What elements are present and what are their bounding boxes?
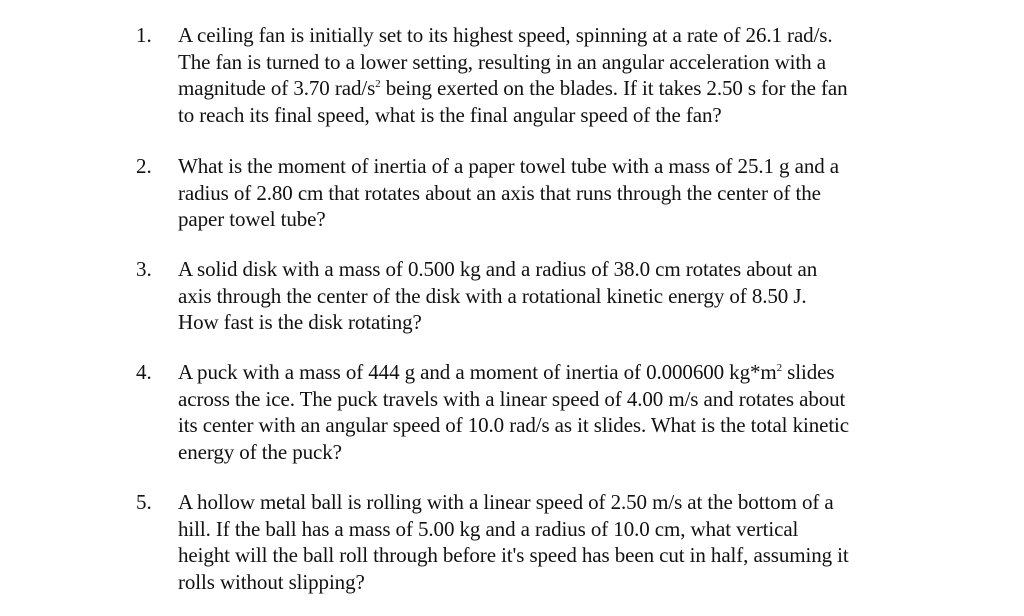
problem-text <box>178 489 918 595</box>
problem-number: 4. <box>136 360 152 384</box>
superscript: 2 <box>375 78 381 90</box>
problem-line: height will the ball roll through before it's speed has been cut in half, assuming it <box>178 543 849 567</box>
problem-number: 2. <box>136 154 152 178</box>
problem-line: axis through the center of the disk with a rotational kinetic energy of 8.50 J. <box>178 283 807 308</box>
problem-line: What is the moment of inertia of a paper towel tube with a mass of 25.1 g and a <box>178 154 839 178</box>
problem-line: A ceiling fan is initially set to its highest speed, spinning at a rate of 26.1 rad/s. <box>178 23 833 47</box>
text-segment: magnitude of 3.70 rad/s <box>178 76 376 100</box>
problem-number: 5. <box>136 490 152 514</box>
problem-line: paper towel tube? <box>178 207 326 231</box>
problem-line: How fast is the disk rotating? <box>178 310 422 334</box>
problem-line: across the ice. The puck travels with a linear speed of 4.00 m/s and rotates about <box>178 386 846 411</box>
problem-line: A solid disk with a mass of 0.500 kg and a radius of 38.0 cm rotates about an <box>178 257 818 281</box>
problem-line: its center with an angular speed of 10.0 rad/s as it slides. What is the total kinetic <box>178 413 850 437</box>
problem-line: to reach its final speed, what is the final angular speed of the fan? <box>178 102 722 127</box>
superscript: 2 <box>776 362 783 374</box>
text-segment: being exerted on the blades. If it takes 2.50 s for the fan <box>380 76 848 100</box>
problem-number: 1. <box>136 23 152 47</box>
problem-text <box>178 153 918 233</box>
problem-line: A hollow metal ball is rolling with a linear speed of 2.50 m/s at the bottom of a <box>178 490 834 514</box>
problem-line <box>178 75 918 102</box>
problem-text <box>178 359 918 465</box>
problem-line: rolls without slipping? <box>178 569 365 594</box>
text-segment: A puck with a mass of 444 g and a moment of inertia of 0.000600 kg*m <box>178 360 777 384</box>
problem-line: hill. If the ball has a mass of 5.00 kg and a radius of 10.0 cm, what vertical <box>178 516 799 541</box>
problem-text <box>178 22 918 128</box>
problem-number: 3. <box>136 257 152 281</box>
cut-off-previous-line <box>175 0 875 2</box>
problem-text <box>178 256 918 336</box>
problem-line: radius of 2.80 cm that rotates about an axis that runs through the center of the <box>178 180 821 205</box>
problem-line <box>178 359 918 386</box>
text-segment: slides <box>782 360 835 384</box>
problem-line: The fan is turned to a lower setting, resulting in an angular acceleration with a <box>178 49 826 74</box>
problem-line: energy of the puck? <box>178 439 342 464</box>
